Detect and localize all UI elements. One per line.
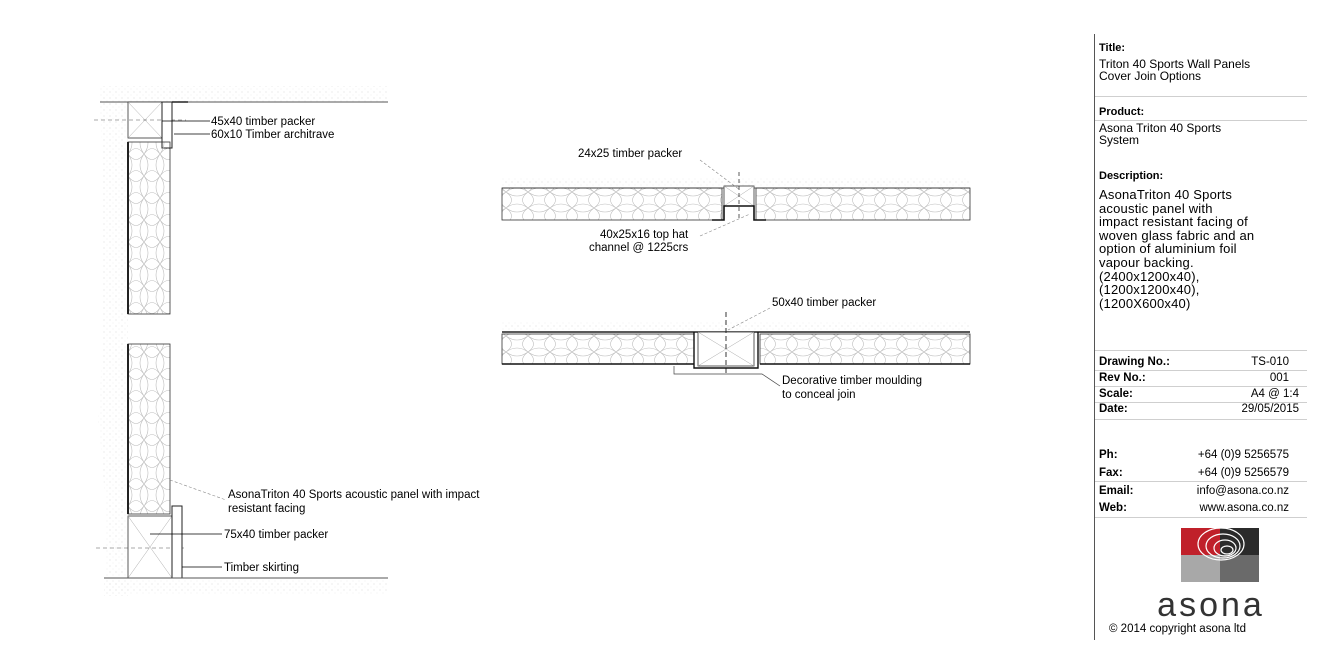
- web-row: [1099, 502, 1299, 514]
- divider: [1095, 120, 1307, 121]
- date-row: [1099, 403, 1299, 415]
- web-label: Web:: [1099, 502, 1127, 514]
- description-section: [1099, 170, 1303, 310]
- product-section: [1099, 106, 1303, 146]
- label-timber-packer-50: 50x40 timber packer: [772, 297, 877, 309]
- scale-value: A4 @ 1:4: [1250, 388, 1299, 400]
- email-value[interactable]: info@asona.co.nz: [1196, 485, 1289, 497]
- date-value: 29/05/2015: [1241, 403, 1299, 415]
- drawing-no-value: TS-010: [1251, 356, 1289, 368]
- description-line: vapour backing.: [1099, 254, 1194, 270]
- description-line: (1200x1200x40),: [1099, 282, 1200, 298]
- top-hat-join-drawing: [502, 160, 970, 236]
- phone-label: Ph:: [1099, 449, 1118, 461]
- email-label: Email:: [1099, 485, 1134, 497]
- fax-row: [1099, 467, 1299, 479]
- description-line: AsonaTriton 40 Sports: [1099, 187, 1233, 202]
- description-line: (1200X600x40): [1099, 295, 1191, 311]
- divider: [1095, 96, 1307, 97]
- product-line2: System: [1099, 133, 1140, 147]
- email-row: [1099, 485, 1299, 497]
- label-top-hat-line2: channel @ 1225crs: [589, 242, 689, 254]
- divider: [1095, 517, 1307, 518]
- label-moulding-line1: Decorative timber moulding: [782, 375, 922, 387]
- fax-value: +64 (0)9 5256579: [1197, 467, 1289, 479]
- label-acoustic-panel-line2: resistant facing: [228, 503, 306, 515]
- title-label: Title:: [1099, 42, 1126, 54]
- label-timber-packer-24: 24x25 timber packer: [578, 148, 683, 160]
- description-line: (2400x1200x40),: [1099, 268, 1200, 284]
- description-line: acoustic panel with: [1099, 200, 1213, 216]
- label-acoustic-panel-line1: AsonaTriton 40 Sports acoustic panel with impact: [228, 489, 480, 501]
- description-line: impact resistant facing of: [1099, 214, 1248, 230]
- copyright-text: © 2014 copyright asona ltd: [1109, 623, 1246, 635]
- scale-label: Scale:: [1099, 388, 1133, 400]
- vertical-section-drawing: [94, 86, 388, 596]
- product-line1: Asona Triton 40 Sports: [1099, 121, 1222, 135]
- divider: [1095, 419, 1307, 420]
- description-line: woven glass fabric and an: [1099, 227, 1255, 243]
- rev-no-row: [1099, 372, 1299, 384]
- divider: [1095, 386, 1307, 387]
- product-label: Product:: [1099, 106, 1145, 118]
- label-timber-skirting: Timber skirting: [224, 562, 299, 574]
- title-line1: Triton 40 Sports Wall Panels: [1099, 57, 1251, 71]
- phone-value: +64 (0)9 5256575: [1197, 449, 1289, 461]
- divider: [1095, 370, 1307, 371]
- rev-no-label: Rev No.:: [1099, 372, 1146, 384]
- description-text: [1099, 188, 1303, 310]
- label-architrave: 60x10 Timber architrave: [211, 129, 335, 141]
- title-line2: Cover Join Options: [1099, 69, 1202, 83]
- rev-no-value: 001: [1269, 372, 1289, 384]
- title-block: [1094, 34, 1306, 640]
- drawing-no-label: Drawing No.:: [1099, 356, 1170, 368]
- label-timber-packer-45: 45x40 timber packer: [211, 116, 316, 128]
- title-section: [1099, 42, 1303, 82]
- label-top-hat-line1: 40x25x16 top hat: [600, 229, 689, 241]
- date-label: Date:: [1099, 403, 1128, 415]
- description-label: Description:: [1099, 170, 1164, 182]
- divider: [1095, 481, 1307, 482]
- phone-row: [1099, 449, 1299, 461]
- label-timber-packer-75: 75x40 timber packer: [224, 529, 329, 541]
- asona-logo-icon: [1181, 528, 1259, 582]
- web-value[interactable]: www.asona.co.nz: [1199, 502, 1289, 514]
- fax-label: Fax:: [1099, 467, 1123, 479]
- divider: [1095, 350, 1307, 351]
- brand-wordmark: asona: [1157, 586, 1265, 624]
- drawing-no-row: [1099, 356, 1299, 368]
- label-moulding-line2: to conceal join: [782, 389, 856, 401]
- scale-row: [1099, 388, 1299, 400]
- description-line: option of aluminium foil: [1099, 241, 1237, 257]
